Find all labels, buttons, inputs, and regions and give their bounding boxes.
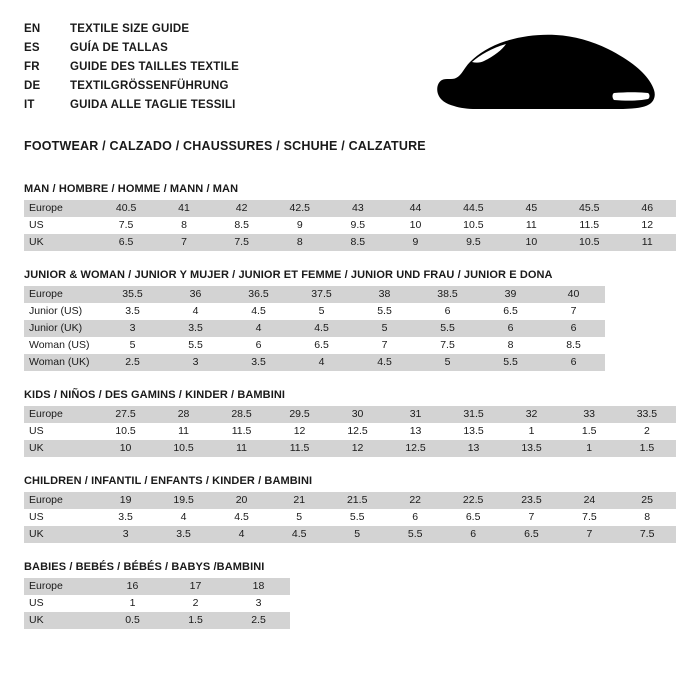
size-cell: 1.5 xyxy=(618,440,676,457)
size-cell: 44 xyxy=(387,200,444,217)
size-block-kids xyxy=(24,389,676,457)
size-cell: 8.5 xyxy=(542,337,605,354)
size-cell: 16 xyxy=(101,578,164,595)
language-title: TEXTILGRÖSSENFÜHRUNG xyxy=(70,80,229,92)
size-cell: 3 xyxy=(164,354,227,371)
size-cell: 6.5 xyxy=(479,303,542,320)
language-code: EN xyxy=(24,23,41,35)
size-cell: 30 xyxy=(329,406,387,423)
language-row xyxy=(24,77,239,96)
size-cell: 6.5 xyxy=(290,337,353,354)
size-cell: 20 xyxy=(213,492,271,509)
size-cell: 5 xyxy=(328,526,386,543)
size-cell: 7.5 xyxy=(213,234,271,251)
size-cell: 12 xyxy=(618,217,676,234)
size-cell: 8 xyxy=(155,217,212,234)
language-row xyxy=(24,39,239,58)
size-cell: 6.5 xyxy=(97,234,155,251)
size-cell: 43 xyxy=(329,200,387,217)
size-cell: 46 xyxy=(618,200,676,217)
size-cell: 39 xyxy=(479,286,542,303)
size-cell: 19 xyxy=(97,492,155,509)
size-cell: 28.5 xyxy=(213,406,271,423)
size-cell: 5.5 xyxy=(353,303,416,320)
row-label: US xyxy=(24,509,97,526)
size-cell: 5 xyxy=(416,354,479,371)
size-cell: 5 xyxy=(270,509,328,526)
size-cell: 45.5 xyxy=(560,200,618,217)
size-cell: 6 xyxy=(444,526,502,543)
size-cell: 42 xyxy=(213,200,271,217)
language-code: FR xyxy=(24,61,40,73)
size-cell: 13 xyxy=(445,440,503,457)
size-cell: 36 xyxy=(164,286,227,303)
size-cell: 1.5 xyxy=(561,423,618,440)
size-table-babies xyxy=(24,578,290,629)
language-code: IT xyxy=(24,99,35,111)
size-cell: 4.5 xyxy=(227,303,290,320)
size-cell: 2.5 xyxy=(227,612,290,629)
size-cell: 1 xyxy=(101,595,164,612)
size-cell: 4.5 xyxy=(353,354,416,371)
size-cell: 11 xyxy=(503,217,560,234)
size-block-babies xyxy=(24,561,676,629)
size-cell: 10 xyxy=(503,234,560,251)
size-cell: 10.5 xyxy=(444,217,502,234)
language-title: TEXTILE SIZE GUIDE xyxy=(70,23,190,35)
size-cell: 7.5 xyxy=(561,509,619,526)
size-cell: 5 xyxy=(101,337,164,354)
size-cell: 5.5 xyxy=(164,337,227,354)
size-cell: 6.5 xyxy=(444,509,502,526)
size-cell: 42.5 xyxy=(271,200,329,217)
size-cell: 29.5 xyxy=(271,406,329,423)
dress-shoe-icon xyxy=(436,32,666,118)
size-cell: 22 xyxy=(386,492,444,509)
size-table-junior-woman xyxy=(24,286,605,371)
table-row xyxy=(24,612,290,629)
table-row xyxy=(24,406,676,423)
row-label: US xyxy=(24,595,101,612)
size-cell: 2.5 xyxy=(101,354,164,371)
language-row xyxy=(24,96,239,115)
size-cell: 8 xyxy=(479,337,542,354)
size-cell: 8 xyxy=(618,509,676,526)
size-cell: 12.5 xyxy=(329,423,387,440)
size-cell: 4 xyxy=(290,354,353,371)
size-cell: 4 xyxy=(227,320,290,337)
size-cell: 12 xyxy=(271,423,329,440)
size-table-children xyxy=(24,492,676,543)
size-cell: 35.5 xyxy=(101,286,164,303)
block-title: MAN / HOMBRE / HOMME / MANN / MAN xyxy=(24,183,239,195)
table-row xyxy=(24,595,290,612)
language-title-list xyxy=(24,20,239,115)
table-row xyxy=(24,320,605,337)
size-cell: 4 xyxy=(164,303,227,320)
size-cell: 21.5 xyxy=(328,492,386,509)
size-cell: 40.5 xyxy=(97,200,155,217)
size-cell: 24 xyxy=(561,492,619,509)
size-block-junior-woman xyxy=(24,269,676,371)
size-cell: 10.5 xyxy=(560,234,618,251)
row-label: Woman (US) xyxy=(24,337,101,354)
row-label: Europe xyxy=(24,406,97,423)
language-title: GUÍA DE TALLAS xyxy=(70,42,168,54)
size-cell: 4.5 xyxy=(270,526,328,543)
row-label: Europe xyxy=(24,492,97,509)
row-label: Europe xyxy=(24,200,97,217)
size-cell: 11.5 xyxy=(560,217,618,234)
size-cell: 37.5 xyxy=(290,286,353,303)
size-cell: 11.5 xyxy=(271,440,329,457)
size-cell: 18 xyxy=(227,578,290,595)
size-cell: 3.5 xyxy=(154,526,212,543)
block-title: CHILDREN / INFANTIL / ENFANTS / KINDER / BAMBINI xyxy=(24,475,313,487)
size-cell: 6 xyxy=(416,303,479,320)
size-cell: 7 xyxy=(542,303,605,320)
table-row xyxy=(24,217,676,234)
size-cell: 7.5 xyxy=(97,217,155,234)
block-title: JUNIOR & WOMAN / JUNIOR Y MUJER / JUNIOR ET FEMME / JUNIOR UND FRAU / JUNIOR E DONA xyxy=(24,269,553,281)
size-cell: 1 xyxy=(503,423,561,440)
size-cell: 8 xyxy=(271,234,329,251)
size-cell: 38 xyxy=(353,286,416,303)
table-row xyxy=(24,354,605,371)
size-cell: 5 xyxy=(290,303,353,320)
size-cell: 25 xyxy=(618,492,676,509)
table-row xyxy=(24,423,676,440)
size-cell: 22.5 xyxy=(444,492,502,509)
size-table-body xyxy=(24,578,290,629)
table-row xyxy=(24,234,676,251)
table-row xyxy=(24,303,605,320)
size-cell: 8.5 xyxy=(213,217,271,234)
row-label: Europe xyxy=(24,286,101,303)
size-cell: 11.5 xyxy=(213,423,271,440)
size-cell: 31.5 xyxy=(445,406,503,423)
size-cell: 7 xyxy=(353,337,416,354)
size-cell: 12.5 xyxy=(387,440,445,457)
row-label: Woman (UK) xyxy=(24,354,101,371)
size-cell: 1 xyxy=(561,440,618,457)
language-code: ES xyxy=(24,42,40,54)
size-cell: 10.5 xyxy=(97,423,155,440)
size-cell: 5.5 xyxy=(416,320,479,337)
size-cell: 3.5 xyxy=(227,354,290,371)
size-cell: 7 xyxy=(561,526,619,543)
size-cell: 36.5 xyxy=(227,286,290,303)
size-cell: 13 xyxy=(387,423,445,440)
size-cell: 2 xyxy=(164,595,227,612)
size-cell: 8.5 xyxy=(329,234,387,251)
size-cell: 10 xyxy=(387,217,444,234)
size-cell: 13.5 xyxy=(503,440,561,457)
category-title: FOOTWEAR / CALZADO / CHAUSSURES / SCHUHE / CALZATURE xyxy=(24,139,426,153)
row-label: UK xyxy=(24,234,97,251)
size-cell: 11 xyxy=(155,423,213,440)
row-label: UK xyxy=(24,440,97,457)
row-label: UK xyxy=(24,526,97,543)
table-row xyxy=(24,509,676,526)
size-cell: 41 xyxy=(155,200,212,217)
table-row xyxy=(24,578,290,595)
size-cell: 9.5 xyxy=(444,234,502,251)
language-title: GUIDA ALLE TAGLIE TESSILI xyxy=(70,99,236,111)
table-row xyxy=(24,440,676,457)
size-table-man xyxy=(24,200,676,251)
size-cell: 31 xyxy=(387,406,445,423)
size-table-body xyxy=(24,200,676,251)
size-cell: 2 xyxy=(618,423,676,440)
size-cell: 4 xyxy=(213,526,271,543)
size-cell: 6.5 xyxy=(502,526,560,543)
size-cell: 3.5 xyxy=(164,320,227,337)
size-cell: 45 xyxy=(503,200,560,217)
size-table-kids xyxy=(24,406,676,457)
size-cell: 5.5 xyxy=(386,526,444,543)
size-cell: 21 xyxy=(270,492,328,509)
document-header xyxy=(24,20,676,125)
size-cell: 3 xyxy=(97,526,155,543)
size-table-body xyxy=(24,406,676,457)
language-title: GUIDE DES TAILLES TEXTILE xyxy=(70,61,239,73)
size-cell: 7.5 xyxy=(618,526,676,543)
size-block-children xyxy=(24,475,676,543)
language-row xyxy=(24,20,239,39)
table-row xyxy=(24,526,676,543)
table-row xyxy=(24,286,605,303)
language-row xyxy=(24,58,239,77)
size-cell: 5.5 xyxy=(479,354,542,371)
size-cell: 1.5 xyxy=(164,612,227,629)
size-cell: 4 xyxy=(154,509,212,526)
row-label: Junior (US) xyxy=(24,303,101,320)
table-row xyxy=(24,200,676,217)
size-cell: 13.5 xyxy=(445,423,503,440)
size-cell: 27.5 xyxy=(97,406,155,423)
size-cell: 7 xyxy=(155,234,212,251)
size-cell: 10.5 xyxy=(155,440,213,457)
size-cell: 23.5 xyxy=(502,492,560,509)
size-cell: 6 xyxy=(542,320,605,337)
table-row xyxy=(24,337,605,354)
size-cell: 19.5 xyxy=(154,492,212,509)
size-cell: 3.5 xyxy=(101,303,164,320)
size-cell: 7 xyxy=(502,509,560,526)
size-cell: 11 xyxy=(618,234,676,251)
row-label: UK xyxy=(24,612,101,629)
size-cell: 11 xyxy=(213,440,271,457)
size-cell: 33 xyxy=(561,406,618,423)
size-cell: 5.5 xyxy=(328,509,386,526)
size-cell: 9 xyxy=(271,217,329,234)
language-code: DE xyxy=(24,80,41,92)
size-cell: 33.5 xyxy=(618,406,676,423)
size-cell: 6 xyxy=(386,509,444,526)
size-cell: 9 xyxy=(387,234,444,251)
block-title: KIDS / NIÑOS / DES GAMINS / KINDER / BAMBINI xyxy=(24,389,286,401)
size-cell: 3 xyxy=(101,320,164,337)
size-cell: 7.5 xyxy=(416,337,479,354)
size-cell: 10 xyxy=(97,440,155,457)
table-row xyxy=(24,492,676,509)
size-cell: 40 xyxy=(542,286,605,303)
size-cell: 28 xyxy=(155,406,213,423)
size-table-body xyxy=(24,286,605,371)
size-cell: 5 xyxy=(353,320,416,337)
row-label: Europe xyxy=(24,578,101,595)
size-table-body xyxy=(24,492,676,543)
row-label: Junior (UK) xyxy=(24,320,101,337)
size-cell: 4.5 xyxy=(290,320,353,337)
size-cell: 9.5 xyxy=(329,217,387,234)
row-label: US xyxy=(24,217,97,234)
language-title-list-body xyxy=(24,20,239,115)
size-block-man xyxy=(24,183,676,251)
size-cell: 6 xyxy=(227,337,290,354)
size-cell: 12 xyxy=(329,440,387,457)
size-cell: 3.5 xyxy=(97,509,155,526)
size-cell: 3 xyxy=(227,595,290,612)
size-cell: 17 xyxy=(164,578,227,595)
size-cell: 38.5 xyxy=(416,286,479,303)
row-label: US xyxy=(24,423,97,440)
size-cell: 0.5 xyxy=(101,612,164,629)
size-cell: 6 xyxy=(479,320,542,337)
size-cell: 6 xyxy=(542,354,605,371)
size-cell: 44.5 xyxy=(444,200,502,217)
block-title: BABIES / BEBÉS / BÉBÉS / BABYS /BAMBINI xyxy=(24,561,265,573)
size-cell: 4.5 xyxy=(213,509,271,526)
size-cell: 32 xyxy=(503,406,561,423)
